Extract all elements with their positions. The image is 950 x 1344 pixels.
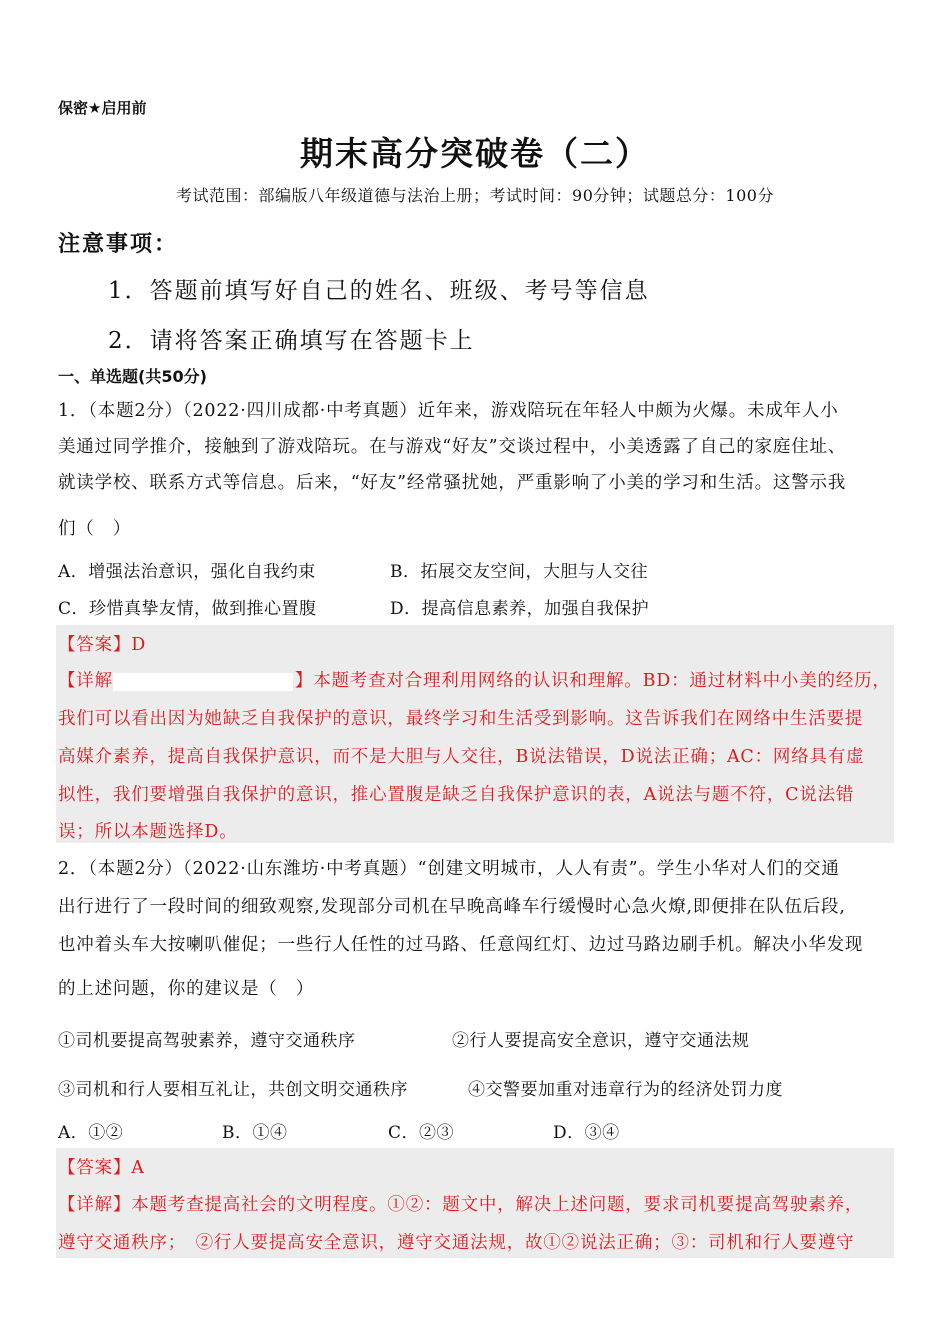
q1-option-d: D．提高信息素养，加强自我保护 bbox=[390, 599, 650, 619]
q2-statement-1: ①司机要提高驾驶素养，遵守交通秩序 bbox=[58, 1031, 356, 1051]
question-2-line: 也冲着头车大按喇叭催促；一些行人任性的过马路、任意闯红灯、边过马路边刷手机。解决小华发现 bbox=[58, 935, 864, 955]
q2-explanation-line: 【详解】本题考查提高社会的文明程度。①②：题文中，解决上述问题，要求司机要提高驾驶素养， bbox=[58, 1195, 864, 1215]
q1-explanation-line: 拟性，我们要增强自我保护的意识，推心置腹是缺乏自我保护意识的表，A说法与题不符，C说法错 bbox=[58, 785, 855, 805]
question-2-line: 的上述问题，你的建议是（ ） bbox=[58, 979, 315, 999]
q1-explanation-line bbox=[58, 667, 891, 692]
page-title: 期末高分突破卷（二） bbox=[300, 134, 650, 173]
q1-option-a: A．增强法治意识，强化自我约束 bbox=[58, 562, 316, 582]
q1-option-b: B．拓展交友空间，大胆与人交往 bbox=[390, 562, 648, 582]
q1-answer-box bbox=[56, 625, 894, 843]
q2-option-d: D．③④ bbox=[553, 1123, 620, 1143]
exam-info: 考试范围：部编版八年级道德与法治上册；考试时间：90分钟；试题总分：100分 bbox=[176, 186, 774, 205]
q2-statement-3: ③司机和行人要相互礼让，共创文明交通秩序 bbox=[58, 1080, 408, 1100]
question-2-line: 出行进行了一段时间的细致观察,发现部分司机在早晚高峰车行缓慢时心急火燎,即便排在队伍后段, bbox=[58, 897, 846, 917]
q2-statement-2: ②行人要提高安全意识，遵守交通法规 bbox=[452, 1031, 750, 1051]
q1-explanation-line: 高媒介素养，提高自我保护意识，而不是大胆与人交往，B说法错误，D说法正确；AC：网络具有虚 bbox=[58, 747, 865, 767]
question-1-line: 就读学校、联系方式等信息。后来，“好友”经常骚扰她，严重影响了小美的学习和生活。这警示我 bbox=[58, 473, 847, 493]
q2-statement-4: ④交警要加重对违章行为的经济处罚力度 bbox=[468, 1080, 783, 1100]
question-1-line: 1．（本题2分）（2022·四川成都·中考真题）近年来，游戏陪玩在年轻人中颇为火爆。未成年人小 bbox=[58, 401, 839, 421]
q1-option-c: C．珍惜真挚友情，做到推心置腹 bbox=[58, 599, 317, 619]
q1-explanation-line: 我们可以看出因为她缺乏自我保护的意识，最终学习和生活受到影响。这告诉我们在网络中生活要提 bbox=[58, 709, 864, 729]
notice-item: 2．请将答案正确填写在答题卡上 bbox=[108, 328, 475, 354]
notice-heading: 注意事项： bbox=[58, 232, 179, 257]
question-1-line: 美通过同学推介，接触到了游戏陪玩。在与游戏“好友”交谈过程中，小美透露了自己的家庭住址、 bbox=[58, 437, 847, 457]
q1-answer: 【答案】D bbox=[58, 635, 147, 655]
q1-explain-text: 】本题考查对合理利用网络的认识和理解。BD：通过材料中小美的经历， bbox=[294, 671, 891, 691]
q2-option-c: C．②③ bbox=[388, 1123, 455, 1143]
confidential-label: 保密★启用前 bbox=[58, 99, 147, 117]
q2-explanation-line: 遵守交通秩序； ②行人要提高安全意识，遵守交通法规，故①②说法正确；③：司机和行人要遵守 bbox=[58, 1233, 855, 1253]
question-1-line: 们（ ） bbox=[58, 519, 132, 539]
q2-answer: 【答案】A bbox=[58, 1158, 145, 1178]
q2-option-b: B．①④ bbox=[222, 1123, 288, 1143]
q1-explain-prefix: 【详解 bbox=[58, 671, 113, 691]
q2-option-a: A．①② bbox=[58, 1123, 124, 1143]
q1-explanation-line: 误；所以本题选择D。 bbox=[58, 822, 238, 842]
notice-item: 1．答题前填写好自己的姓名、班级、考号等信息 bbox=[108, 278, 650, 304]
section-title: 一、单选题(共50分) bbox=[58, 367, 207, 386]
question-2-line: 2．（本题2分）（2022·山东潍坊·中考真题）“创建文明城市，人人有责”。学生小华对人们的交通 bbox=[58, 859, 840, 879]
redacted-highlight bbox=[113, 673, 293, 691]
